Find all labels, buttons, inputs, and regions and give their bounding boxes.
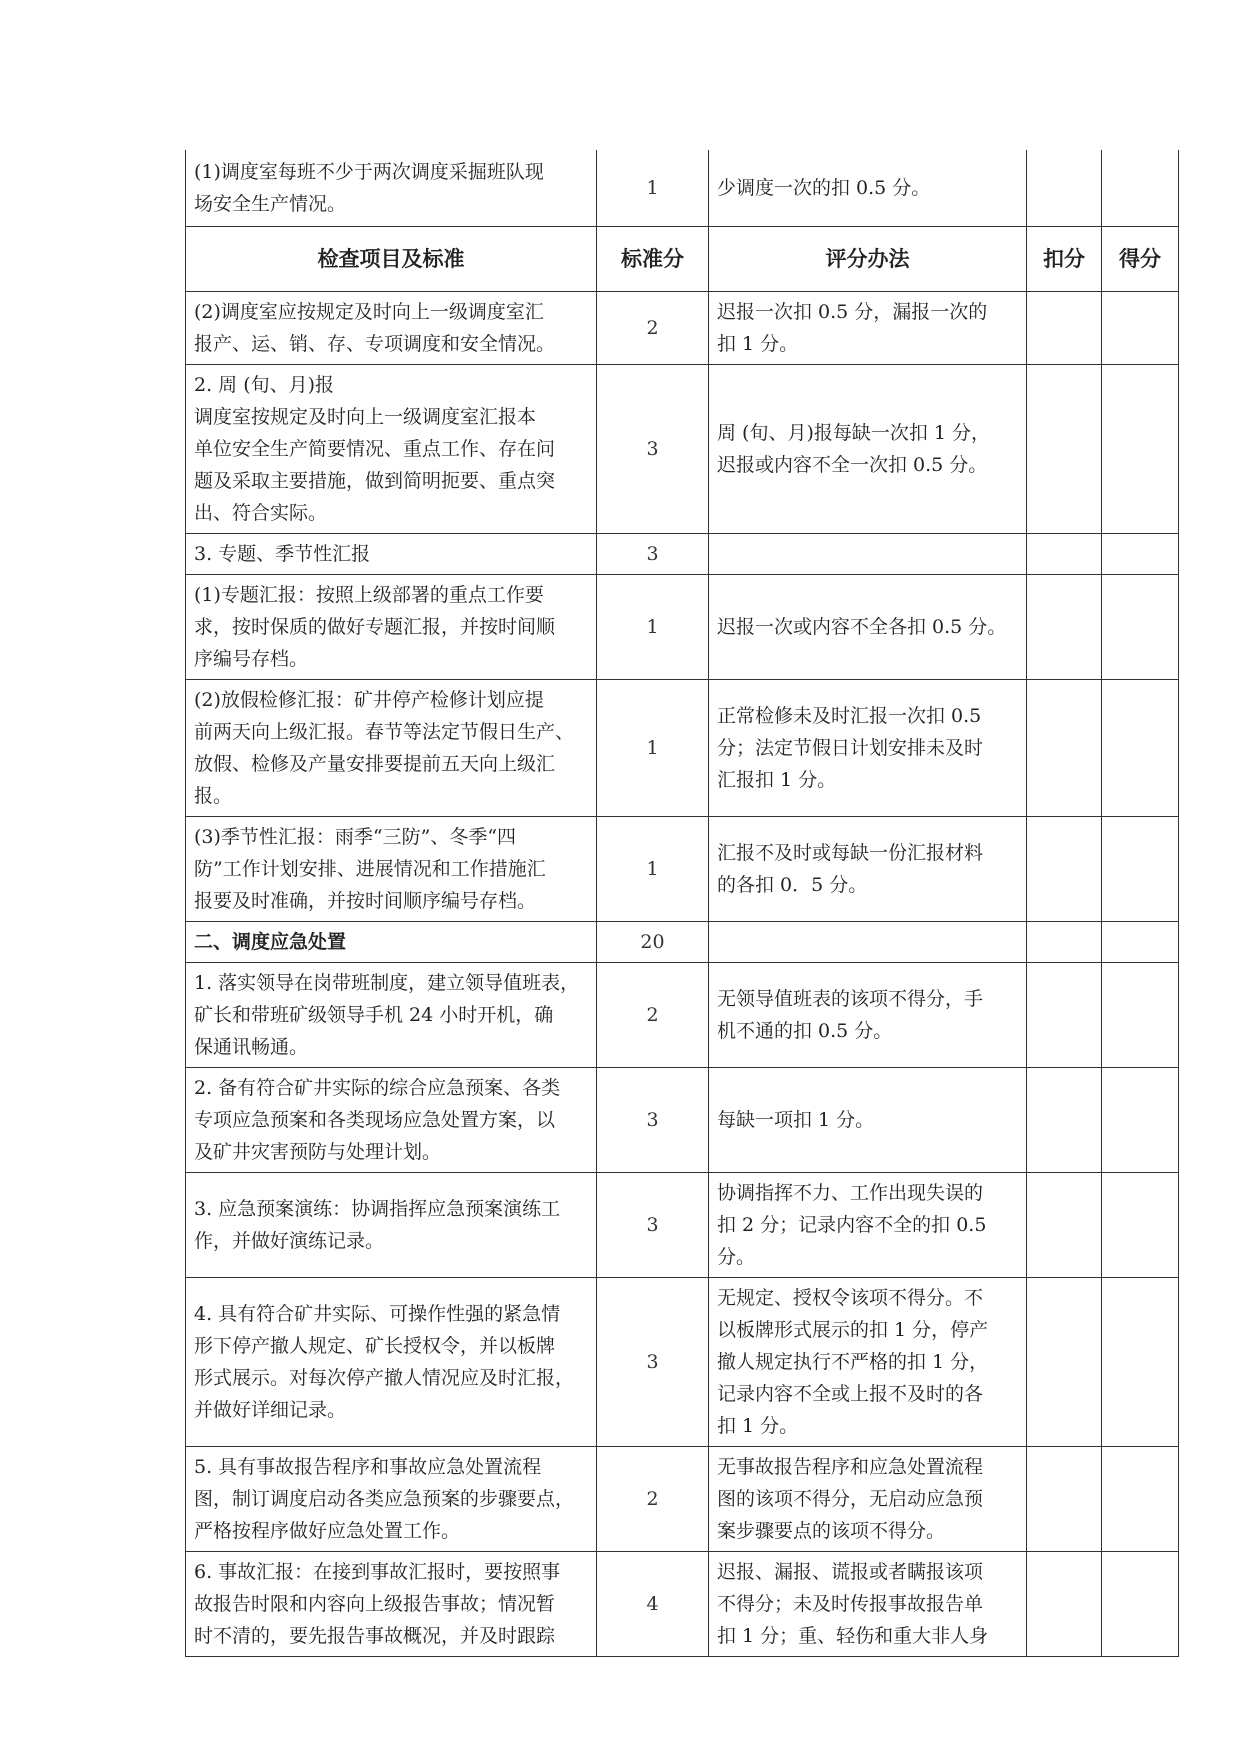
cell-text-line: 报。 xyxy=(194,784,233,807)
cell-text-line: 单位安全生产简要情况、重点工作、存在问 xyxy=(194,437,556,460)
cell-text-line: 迟报一次扣 0.5 分，漏报一次的 xyxy=(717,300,988,323)
cell-text-line: 防”工作计划安排、进展情况和工作措施汇 xyxy=(194,857,546,880)
deduction-cell[interactable] xyxy=(1027,816,1102,921)
cell-text-line: 周 (旬、月)报每缺一次扣 1 分， xyxy=(717,421,991,444)
cell-text-line: 严格按程序做好应急处置工作。 xyxy=(194,1519,461,1542)
scoring-method-cell xyxy=(709,1551,1027,1656)
deduction-cell[interactable] xyxy=(1027,1446,1102,1551)
deduction-cell[interactable] xyxy=(1027,962,1102,1067)
cell-text-line: 不得分；未及时传报事故报告单 xyxy=(717,1592,984,1615)
standard-score-cell: 3 xyxy=(597,364,709,533)
cell-text-line: 汇报扣 1 分。 xyxy=(717,768,837,791)
cell-text-line: 调度室按规定及时向上一级调度室汇报本 xyxy=(194,405,537,428)
score-cell[interactable] xyxy=(1102,921,1179,962)
scoring-method-cell xyxy=(709,364,1027,533)
section-row xyxy=(186,921,1179,962)
scoring-method-cell xyxy=(709,1277,1027,1446)
standard-score-cell: 1 xyxy=(597,816,709,921)
cell-text-line: 分。 xyxy=(717,1245,756,1268)
score-cell[interactable] xyxy=(1102,816,1179,921)
item-cell xyxy=(186,921,597,962)
scoring-method-cell xyxy=(709,962,1027,1067)
table-row xyxy=(186,962,1179,1067)
item-cell xyxy=(186,816,597,921)
item-cell xyxy=(186,291,597,364)
cell-text-line: 扣 1 分。 xyxy=(717,1414,799,1437)
scoring-method-cell xyxy=(709,291,1027,364)
cell-text-line: 场安全生产情况。 xyxy=(194,192,347,215)
cell-text-line: 报要及时准确，并按时间顺序编号存档。 xyxy=(194,889,537,912)
table-row xyxy=(186,816,1179,921)
deduction-cell[interactable] xyxy=(1027,533,1102,574)
score-cell[interactable] xyxy=(1102,962,1179,1067)
item-cell xyxy=(186,1172,597,1277)
cell-text-line: (2)放假检修汇报：矿井停产检修计划应提 xyxy=(194,688,544,711)
scoring-method-cell xyxy=(709,533,1027,574)
deduction-cell[interactable] xyxy=(1027,574,1102,679)
table-row xyxy=(186,533,1179,574)
cell-text-line: 图的该项不得分，无启动应急预 xyxy=(717,1487,984,1510)
cell-text-line: 4. 具有符合矿井实际、可操作性强的紧急情 xyxy=(194,1302,561,1325)
cell-text-line: 迟报或内容不全一次扣 0.5 分。 xyxy=(717,453,988,476)
item-cell xyxy=(186,364,597,533)
cell-text-line: (1)调度室每班不少于两次调度采掘班队现 xyxy=(194,160,544,183)
scoring-method-cell xyxy=(709,574,1027,679)
table-row xyxy=(186,679,1179,816)
cell-text-line: 迟报、漏报、谎报或者瞒报该项 xyxy=(717,1560,984,1583)
cell-text-line: 正常检修未及时汇报一次扣 0.5 xyxy=(717,704,982,727)
standard-score-cell: 2 xyxy=(597,291,709,364)
standard-score-cell: 1 xyxy=(597,574,709,679)
deduction-cell[interactable] xyxy=(1027,1172,1102,1277)
cell-text-line: 保通讯畅通。 xyxy=(194,1035,309,1058)
item-cell xyxy=(186,1067,597,1172)
table-row xyxy=(186,574,1179,679)
cell-text-line: 机不通的扣 0.5 分。 xyxy=(717,1019,893,1042)
scoring-method-cell xyxy=(709,150,1027,226)
header-standard: 标准分 xyxy=(597,226,709,291)
cell-text-line: 6. 事故汇报：在接到事故汇报时，要按照事 xyxy=(194,1560,561,1583)
cell-text-line: 图，制订调度启动各类应急预案的步骤要点， xyxy=(194,1487,575,1510)
cell-text-line: 3. 应急预案演练：协调指挥应急预案演练工 xyxy=(194,1197,561,1220)
cell-text-line: 专项应急预案和各类现场应急处置方案，以 xyxy=(194,1108,556,1131)
standard-score-cell: 1 xyxy=(597,150,709,226)
scoring-method-cell xyxy=(709,1067,1027,1172)
scoring-method-cell xyxy=(709,679,1027,816)
cell-text-line: 故报告时限和内容向上级报告事故；情况暂 xyxy=(194,1592,556,1615)
cell-text-line: (3)季节性汇报：雨季“三防”、冬季“四 xyxy=(194,825,517,848)
cell-text-line: 扣 1 分；重、轻伤和重大非人身 xyxy=(717,1624,989,1647)
deduction-cell[interactable] xyxy=(1027,364,1102,533)
cell-text-line: 矿长和带班矿级领导手机 24 小时开机，确 xyxy=(194,1003,554,1026)
cell-text-line: 汇报不及时或每缺一份汇报材料 xyxy=(717,841,984,864)
cell-text-line: 每缺一项扣 1 分。 xyxy=(717,1108,875,1131)
cell-text-line: 及矿井灾害预防与处理计划。 xyxy=(194,1140,442,1163)
table-row xyxy=(186,1172,1179,1277)
cell-text-line: 形下停产撤人规定、矿长授权令，并以板牌 xyxy=(194,1334,556,1357)
cell-text-line: 分；法定节假日计划安排未及时 xyxy=(717,736,984,759)
score-cell[interactable] xyxy=(1102,679,1179,816)
scoring-method-cell xyxy=(709,816,1027,921)
cell-text-line: 无事故报告程序和应急处置流程 xyxy=(717,1455,984,1478)
item-cell xyxy=(186,533,597,574)
item-cell xyxy=(186,1446,597,1551)
standard-score-cell: 2 xyxy=(597,962,709,1067)
cell-text-line: (2)调度室应按规定及时向上一级调度室汇 xyxy=(194,300,544,323)
header-item: 检查项目及标准 xyxy=(186,226,597,291)
cell-text-line: 3. 专题、季节性汇报 xyxy=(194,542,371,565)
cell-text-line: 案步骤要点的该项不得分。 xyxy=(717,1519,946,1542)
standard-score-cell: 1 xyxy=(597,679,709,816)
deduction-cell[interactable] xyxy=(1027,679,1102,816)
standard-score-cell: 3 xyxy=(597,1172,709,1277)
scoring-method-cell xyxy=(709,1172,1027,1277)
item-cell xyxy=(186,150,597,226)
standard-score-cell: 3 xyxy=(597,1277,709,1446)
item-cell xyxy=(186,574,597,679)
score-cell[interactable] xyxy=(1102,291,1179,364)
score-cell[interactable] xyxy=(1102,1067,1179,1172)
cell-text-line: 撤人规定执行不严格的扣 1 分， xyxy=(717,1350,989,1373)
cell-text-line: 序编号存档。 xyxy=(194,647,309,670)
header-method: 评分办法 xyxy=(709,226,1027,291)
header-score: 得分 xyxy=(1102,226,1179,291)
cell-text-line: (1)专题汇报：按照上级部署的重点工作要 xyxy=(194,583,544,606)
table-header-row xyxy=(186,226,1179,291)
score-cell[interactable] xyxy=(1102,574,1179,679)
deduction-cell[interactable] xyxy=(1027,1551,1102,1656)
cell-text-line: 放假、检修及产量安排要提前五天向上级汇 xyxy=(194,752,556,775)
table-row xyxy=(186,364,1179,533)
cell-text-line: 协调指挥不力、工作出现失误的 xyxy=(717,1181,984,1204)
table-row xyxy=(186,1067,1179,1172)
table-row xyxy=(186,1551,1179,1656)
deduction-cell[interactable] xyxy=(1027,150,1102,226)
table-row xyxy=(186,1277,1179,1446)
cell-text-line: 题及采取主要措施，做到简明扼要、重点突 xyxy=(194,469,556,492)
cell-text-line: 5. 具有事故报告程序和事故应急处置流程 xyxy=(194,1455,542,1478)
cell-text-line: 报产、运、销、存、专项调度和安全情况。 xyxy=(194,332,556,355)
item-cell xyxy=(186,962,597,1067)
deduction-cell[interactable] xyxy=(1027,291,1102,364)
standard-score-cell: 20 xyxy=(597,921,709,962)
cell-text-line: 形式展示。对每次停产撤人情况应及时汇报， xyxy=(194,1366,575,1389)
cell-text-line: 无规定、授权令该项不得分。不 xyxy=(717,1286,984,1309)
standard-score-cell: 2 xyxy=(597,1446,709,1551)
cell-text-line: 时不清的，要先报告事故概况，并及时跟踪 xyxy=(194,1624,556,1647)
cell-text-line: 并做好详细记录。 xyxy=(194,1398,347,1421)
table-body xyxy=(186,150,1179,1656)
scoring-table xyxy=(185,150,1179,1657)
header-deduct: 扣分 xyxy=(1027,226,1102,291)
score-cell[interactable] xyxy=(1102,1551,1179,1656)
standard-score-cell: 3 xyxy=(597,533,709,574)
scoring-method-cell xyxy=(709,921,1027,962)
cell-text-line: 出、符合实际。 xyxy=(194,501,328,524)
cell-text-line: 求，按时保质的做好专题汇报，并按时间顺 xyxy=(194,615,556,638)
cell-text-line: 无领导值班表的该项不得分，手 xyxy=(717,987,984,1010)
scoring-method-cell xyxy=(709,1446,1027,1551)
item-cell xyxy=(186,1551,597,1656)
cell-text-line: 作，并做好演练记录。 xyxy=(194,1229,385,1252)
score-cell[interactable] xyxy=(1102,150,1179,226)
cell-text-line: 扣 2 分；记录内容不全的扣 0.5 xyxy=(717,1213,987,1236)
item-cell xyxy=(186,1277,597,1446)
table-row xyxy=(186,291,1179,364)
score-cell[interactable] xyxy=(1102,1277,1179,1446)
cell-text-line: 2. 周 (旬、月)报 xyxy=(194,373,335,396)
cell-text-line: 二、调度应急处置 xyxy=(194,930,347,953)
deduction-cell[interactable] xyxy=(1027,1067,1102,1172)
score-cell[interactable] xyxy=(1102,364,1179,533)
cell-text-line: 少调度一次的扣 0.5 分。 xyxy=(717,176,931,199)
cell-text-line: 1. 落实领导在岗带班制度，建立领导值班表， xyxy=(194,971,580,994)
item-cell xyxy=(186,679,597,816)
table-row xyxy=(186,150,1179,226)
table-row xyxy=(186,1446,1179,1551)
cell-text-line: 2. 备有符合矿井实际的综合应急预案、各类 xyxy=(194,1076,561,1099)
cell-text-line: 以板牌形式展示的扣 1 分，停产 xyxy=(717,1318,989,1341)
cell-text-line: 前两天向上级汇报。春节等法定节假日生产、 xyxy=(194,720,575,743)
score-cell[interactable] xyxy=(1102,1172,1179,1277)
cell-text-line: 的各扣 0．5 分。 xyxy=(717,873,868,896)
score-cell[interactable] xyxy=(1102,533,1179,574)
standard-score-cell: 3 xyxy=(597,1067,709,1172)
score-cell[interactable] xyxy=(1102,1446,1179,1551)
cell-text-line: 记录内容不全或上报不及时的各 xyxy=(717,1382,984,1405)
standard-score-cell: 4 xyxy=(597,1551,709,1656)
deduction-cell[interactable] xyxy=(1027,1277,1102,1446)
cell-text-line: 迟报一次或内容不全各扣 0.5 分。 xyxy=(717,615,1007,638)
deduction-cell[interactable] xyxy=(1027,921,1102,962)
cell-text-line: 扣 1 分。 xyxy=(717,332,799,355)
